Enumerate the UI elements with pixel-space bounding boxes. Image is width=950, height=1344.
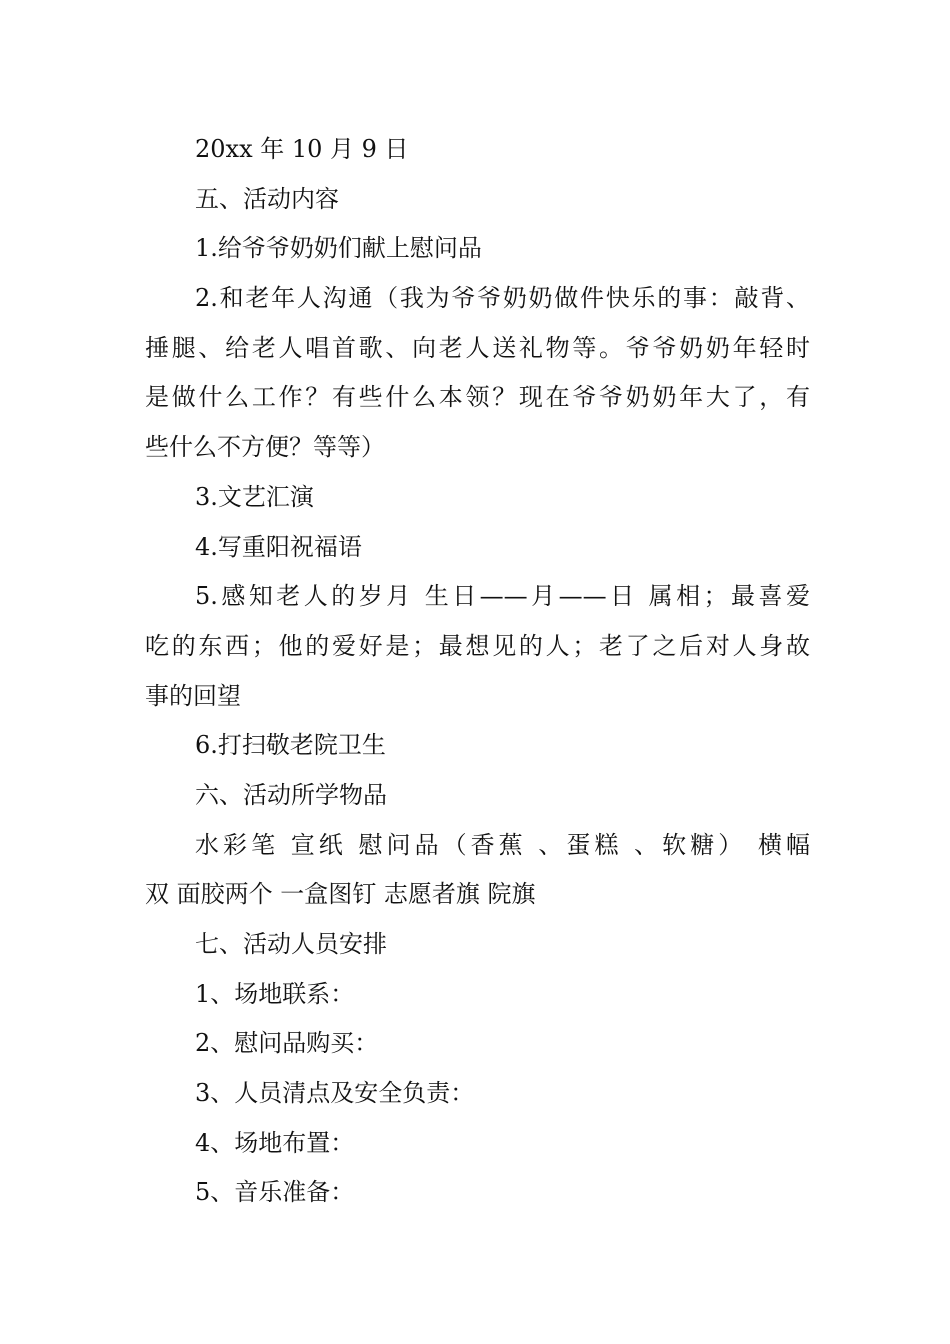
paragraph-continuation: 事的回望 xyxy=(145,681,241,710)
list-item: 1.给爷爷奶奶们献上慰问品 xyxy=(195,234,482,263)
list-item: 6.打扫敬老院卫生 xyxy=(195,731,386,760)
section-heading-staffing: 七、活动人员安排 xyxy=(195,930,387,958)
section-heading-activity-content: 五、活动内容 xyxy=(195,184,339,213)
list-item: 1、场地联系： xyxy=(195,979,355,1008)
section-heading-supplies: 六、活动所学物品 xyxy=(195,780,387,809)
list-item: 4.写重阳祝福语 xyxy=(195,532,362,561)
list-item: 5、音乐准备： xyxy=(195,1178,355,1207)
paragraph-continuation: 些什么不方便？等等） xyxy=(145,433,385,462)
paragraph-continuation: 捶腿、给老人唱首歌、向老人送礼物等。爷爷奶奶年轻时 xyxy=(145,333,810,362)
paragraph-continuation: 是做什么工作？有些什么本领？现在爷爷奶奶年大了，有 xyxy=(145,383,810,412)
paragraph-continuation: 双 面胶两个 一盒图钉 志愿者旗 院旗 xyxy=(145,880,536,909)
list-item: 5.感知老人的岁月 生日——月——日 属相；最喜爱 xyxy=(195,582,810,611)
list-item: 2、慰问品购买： xyxy=(195,1029,379,1058)
document-body xyxy=(145,125,810,1218)
list-item: 3.文艺汇演 xyxy=(195,482,314,511)
list-item: 2.和老年人沟通（我为爷爷奶奶做件快乐的事：敲背、 xyxy=(195,284,810,313)
list-item: 4、场地布置： xyxy=(195,1128,355,1157)
paragraph-continuation: 吃的东西；他的爱好是；最想见的人；老了之后对人身故 xyxy=(145,631,810,660)
supplies-line: 水彩笔 宣纸 慰问品（香蕉 、蛋糕 、软糖） 横幅 xyxy=(195,830,810,859)
date-line: 20xx 年 10 月 9 日 xyxy=(195,135,409,163)
list-item: 3、人员清点及安全负责： xyxy=(195,1079,475,1108)
